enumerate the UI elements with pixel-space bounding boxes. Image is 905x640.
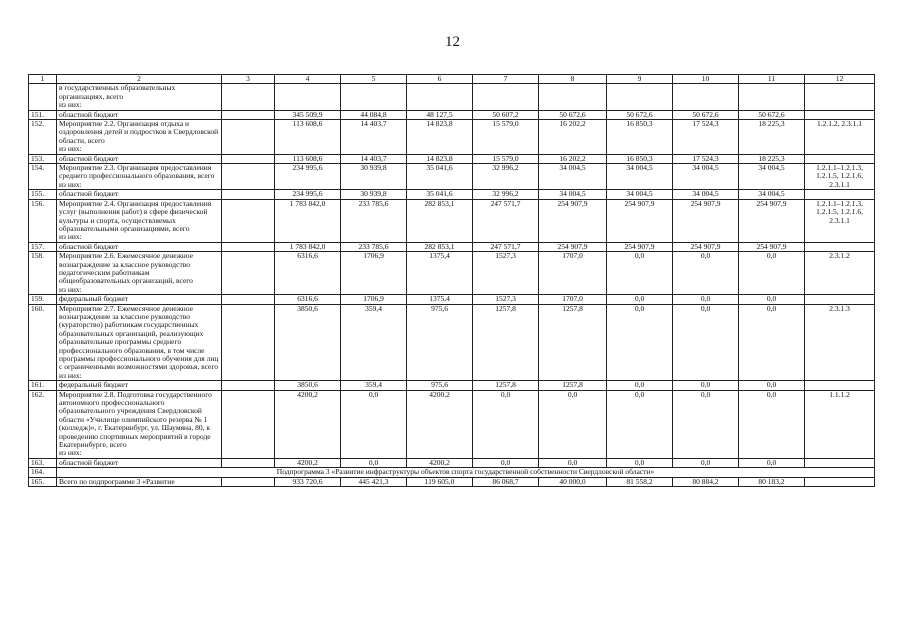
value-cell: 0,0 bbox=[739, 390, 805, 458]
value-cell: 0,0 bbox=[607, 381, 673, 390]
value-cell: 34 004,5 bbox=[539, 190, 607, 199]
value-cell: 50 672,6 bbox=[539, 110, 607, 119]
row-description: Всего по подпрограмме 3 «Развитие bbox=[57, 477, 222, 486]
value-cell: 50 672,6 bbox=[739, 110, 805, 119]
value-cell: 1706,9 bbox=[341, 252, 407, 295]
value-cell: 3850,6 bbox=[275, 304, 341, 381]
table-row bbox=[29, 164, 875, 190]
row-description: областной бюджет bbox=[57, 190, 222, 199]
row-description: областной бюджет bbox=[57, 242, 222, 251]
value-cell bbox=[473, 84, 539, 110]
value-cell: 18 225,3 bbox=[739, 120, 805, 155]
target-indicator-code bbox=[805, 154, 875, 163]
value-cell: 35 041,6 bbox=[407, 164, 473, 190]
row-description: федеральный бюджет bbox=[57, 295, 222, 304]
column-3-cell bbox=[222, 381, 275, 390]
row-number: 162. bbox=[29, 390, 57, 458]
section-title: Подпрограмма 3 «Развитие инфраструктуры объектов спорта государственной собственности Свердловской области» bbox=[57, 468, 875, 477]
value-cell: 1 783 842,0 bbox=[275, 242, 341, 251]
value-cell: 40 000,0 bbox=[539, 477, 607, 486]
value-cell: 4200,2 bbox=[275, 390, 341, 458]
value-cell: 0,0 bbox=[607, 252, 673, 295]
column-header: 1 bbox=[29, 75, 57, 84]
table-row bbox=[29, 242, 875, 251]
value-cell: 1257,8 bbox=[473, 381, 539, 390]
value-cell: 1 783 842,0 bbox=[275, 199, 341, 242]
value-cell: 1257,8 bbox=[539, 304, 607, 381]
value-cell: 32 996,2 bbox=[473, 190, 539, 199]
row-number: 165. bbox=[29, 477, 57, 486]
value-cell: 0,0 bbox=[607, 390, 673, 458]
value-cell: 0,0 bbox=[607, 304, 673, 381]
column-3-cell bbox=[222, 390, 275, 458]
value-cell: 15 579,0 bbox=[473, 120, 539, 155]
value-cell: 32 996,2 bbox=[473, 164, 539, 190]
column-header: 5 bbox=[341, 75, 407, 84]
column-header: 4 bbox=[275, 75, 341, 84]
value-cell bbox=[607, 84, 673, 110]
value-cell: 15 579,0 bbox=[473, 154, 539, 163]
value-cell: 254 907,9 bbox=[739, 242, 805, 251]
value-cell: 0,0 bbox=[673, 295, 739, 304]
value-cell: 345 509,9 bbox=[275, 110, 341, 119]
table-row bbox=[29, 84, 875, 110]
row-number: 158. bbox=[29, 252, 57, 295]
value-cell: 16 850,3 bbox=[607, 154, 673, 163]
value-cell: 14 403,7 bbox=[341, 154, 407, 163]
row-description: областной бюджет bbox=[57, 458, 222, 467]
column-3-cell bbox=[222, 84, 275, 110]
value-cell: 6316,6 bbox=[275, 252, 341, 295]
column-3-cell bbox=[222, 304, 275, 381]
program-table bbox=[28, 74, 875, 487]
table-row bbox=[29, 458, 875, 467]
row-number: 159. bbox=[29, 295, 57, 304]
value-cell: 0,0 bbox=[739, 381, 805, 390]
target-indicator-code: 2.3.1.2 bbox=[805, 252, 875, 295]
value-cell: 6316,6 bbox=[275, 295, 341, 304]
row-description: областной бюджет bbox=[57, 154, 222, 163]
table-header-row bbox=[29, 75, 875, 84]
table-row bbox=[29, 252, 875, 295]
value-cell: 975,6 bbox=[407, 381, 473, 390]
row-number: 153. bbox=[29, 154, 57, 163]
value-cell: 0,0 bbox=[607, 458, 673, 467]
column-header: 6 bbox=[407, 75, 473, 84]
value-cell: 1707,0 bbox=[539, 295, 607, 304]
row-number: 160. bbox=[29, 304, 57, 381]
value-cell: 0,0 bbox=[673, 458, 739, 467]
row-number: 161. bbox=[29, 381, 57, 390]
value-cell: 0,0 bbox=[673, 304, 739, 381]
column-header: 8 bbox=[539, 75, 607, 84]
value-cell: 17 524,3 bbox=[673, 120, 739, 155]
value-cell: 113 608,6 bbox=[275, 120, 341, 155]
target-indicator-code: 1.2.1.1–1.2.1.3, 1.2.1.5, 1.2.1.6, 2.3.1.1 bbox=[805, 164, 875, 190]
value-cell: 1375,4 bbox=[407, 295, 473, 304]
column-3-cell bbox=[222, 110, 275, 119]
table-body bbox=[29, 75, 875, 487]
column-3-cell bbox=[222, 154, 275, 163]
row-description: Мероприятие 2.3. Организация предоставления среднего профессионального образования, всего из них: bbox=[57, 164, 222, 190]
value-cell: 0,0 bbox=[739, 295, 805, 304]
value-cell: 933 720,6 bbox=[275, 477, 341, 486]
value-cell: 113 608,6 bbox=[275, 154, 341, 163]
row-number bbox=[29, 84, 57, 110]
value-cell: 14 823,8 bbox=[407, 154, 473, 163]
target-indicator-code: 1.2.1.2, 2.3.1.1 bbox=[805, 120, 875, 155]
page-number: 12 bbox=[445, 34, 460, 50]
value-cell: 14 403,7 bbox=[341, 120, 407, 155]
value-cell: 0,0 bbox=[673, 381, 739, 390]
column-header: 3 bbox=[222, 75, 275, 84]
value-cell: 34 004,5 bbox=[673, 164, 739, 190]
value-cell: 233 785,6 bbox=[341, 242, 407, 251]
target-indicator-code bbox=[805, 381, 875, 390]
value-cell: 359,4 bbox=[341, 304, 407, 381]
column-3-cell bbox=[222, 199, 275, 242]
value-cell: 34 004,5 bbox=[539, 164, 607, 190]
value-cell: 359,4 bbox=[341, 381, 407, 390]
value-cell: 254 907,9 bbox=[607, 242, 673, 251]
column-3-cell bbox=[222, 458, 275, 467]
value-cell: 254 907,9 bbox=[673, 199, 739, 242]
value-cell: 18 225,3 bbox=[739, 154, 805, 163]
value-cell: 44 084,8 bbox=[341, 110, 407, 119]
value-cell: 35 041,6 bbox=[407, 190, 473, 199]
table-row bbox=[29, 477, 875, 486]
value-cell: 30 939,8 bbox=[341, 164, 407, 190]
row-number: 157. bbox=[29, 242, 57, 251]
value-cell: 282 853,1 bbox=[407, 199, 473, 242]
value-cell: 14 823,8 bbox=[407, 120, 473, 155]
value-cell bbox=[341, 84, 407, 110]
row-description: федеральный бюджет bbox=[57, 381, 222, 390]
value-cell: 0,0 bbox=[341, 458, 407, 467]
value-cell: 0,0 bbox=[539, 458, 607, 467]
value-cell: 0,0 bbox=[673, 252, 739, 295]
value-cell: 1707,0 bbox=[539, 252, 607, 295]
value-cell: 48 127,5 bbox=[407, 110, 473, 119]
value-cell: 0,0 bbox=[473, 458, 539, 467]
column-header: 9 bbox=[607, 75, 673, 84]
value-cell bbox=[539, 84, 607, 110]
value-cell: 247 571,7 bbox=[473, 199, 539, 242]
row-description: Мероприятие 2.2. Организация отдыха и оздоровления детей и подростков в Свердловской области, всего из них: bbox=[57, 120, 222, 155]
value-cell bbox=[673, 84, 739, 110]
value-cell: 975,6 bbox=[407, 304, 473, 381]
target-indicator-code bbox=[805, 190, 875, 199]
value-cell: 34 004,5 bbox=[673, 190, 739, 199]
row-number: 154. bbox=[29, 164, 57, 190]
row-number: 152. bbox=[29, 120, 57, 155]
value-cell: 1706,9 bbox=[341, 295, 407, 304]
value-cell: 86 068,7 bbox=[473, 477, 539, 486]
value-cell: 16 202,2 bbox=[539, 120, 607, 155]
value-cell: 282 853,1 bbox=[407, 242, 473, 251]
value-cell: 50 672,6 bbox=[607, 110, 673, 119]
value-cell bbox=[275, 84, 341, 110]
target-indicator-code: 1.2.1.1–1.2.1.3, 1.2.1.5, 1.2.1.6, 2.3.1.1 bbox=[805, 199, 875, 242]
row-description: областной бюджет bbox=[57, 110, 222, 119]
row-description: Мероприятие 2.4. Организация предоставления услуг (выполнения работ) в сфере физической культуры и спорта, осуществляемых образовательными организациями, всего из них: bbox=[57, 199, 222, 242]
target-indicator-code bbox=[805, 84, 875, 110]
table-row bbox=[29, 390, 875, 458]
value-cell: 445 421,3 bbox=[341, 477, 407, 486]
row-number: 164. bbox=[29, 468, 57, 477]
column-3-cell bbox=[222, 252, 275, 295]
value-cell bbox=[407, 84, 473, 110]
value-cell: 234 995,6 bbox=[275, 164, 341, 190]
column-header: 10 bbox=[673, 75, 739, 84]
value-cell: 1527,3 bbox=[473, 252, 539, 295]
value-cell: 80 183,2 bbox=[739, 477, 805, 486]
value-cell: 80 884,2 bbox=[673, 477, 739, 486]
value-cell: 16 850,3 bbox=[607, 120, 673, 155]
value-cell: 1257,8 bbox=[539, 381, 607, 390]
row-description: Мероприятие 2.8. Подготовка государственного автономного профессионального образовательного учреждения Свердловской области «Училище олимпийского резерва № 1 (колледж)», г. Екатеринбург, ул. Шаумяна, 80, к проведению спортивных мероприятий в городе Екатеринбурге, всего из них: bbox=[57, 390, 222, 458]
value-cell: 4200,2 bbox=[407, 390, 473, 458]
column-header: 2 bbox=[57, 75, 222, 84]
value-cell: 17 524,3 bbox=[673, 154, 739, 163]
row-number: 163. bbox=[29, 458, 57, 467]
row-number: 151. bbox=[29, 110, 57, 119]
value-cell: 34 004,5 bbox=[739, 190, 805, 199]
target-indicator-code bbox=[805, 295, 875, 304]
value-cell: 247 571,7 bbox=[473, 242, 539, 251]
value-cell: 254 907,9 bbox=[539, 199, 607, 242]
target-indicator-code: 1.1.1.2 bbox=[805, 390, 875, 458]
table-row bbox=[29, 295, 875, 304]
table-row bbox=[29, 110, 875, 119]
value-cell: 4200,2 bbox=[407, 458, 473, 467]
value-cell: 34 004,5 bbox=[607, 164, 673, 190]
column-header: 11 bbox=[739, 75, 805, 84]
value-cell: 0,0 bbox=[739, 304, 805, 381]
column-header: 7 bbox=[473, 75, 539, 84]
value-cell: 50 672,6 bbox=[673, 110, 739, 119]
value-cell: 3850,6 bbox=[275, 381, 341, 390]
value-cell: 254 907,9 bbox=[539, 242, 607, 251]
table-row bbox=[29, 199, 875, 242]
value-cell: 81 558,2 bbox=[607, 477, 673, 486]
value-cell: 0,0 bbox=[473, 390, 539, 458]
target-indicator-code bbox=[805, 458, 875, 467]
value-cell: 30 939,8 bbox=[341, 190, 407, 199]
value-cell: 254 907,9 bbox=[673, 242, 739, 251]
value-cell bbox=[739, 84, 805, 110]
table-row bbox=[29, 468, 875, 477]
value-cell: 0,0 bbox=[673, 390, 739, 458]
value-cell: 1527,3 bbox=[473, 295, 539, 304]
table-row bbox=[29, 120, 875, 155]
table-row bbox=[29, 304, 875, 381]
value-cell: 233 785,6 bbox=[341, 199, 407, 242]
value-cell: 34 004,5 bbox=[607, 190, 673, 199]
value-cell: 119 605,0 bbox=[407, 477, 473, 486]
value-cell: 34 004,5 bbox=[739, 164, 805, 190]
row-number: 155. bbox=[29, 190, 57, 199]
column-header: 12 bbox=[805, 75, 875, 84]
column-3-cell bbox=[222, 242, 275, 251]
value-cell: 1375,4 bbox=[407, 252, 473, 295]
target-indicator-code: 2.3.1.3 bbox=[805, 304, 875, 381]
table-row bbox=[29, 381, 875, 390]
target-indicator-code bbox=[805, 477, 875, 486]
column-3-cell bbox=[222, 477, 275, 486]
table-row bbox=[29, 190, 875, 199]
table-row bbox=[29, 154, 875, 163]
value-cell: 254 907,9 bbox=[739, 199, 805, 242]
value-cell: 1257,8 bbox=[473, 304, 539, 381]
value-cell: 0,0 bbox=[607, 295, 673, 304]
value-cell: 16 202,2 bbox=[539, 154, 607, 163]
target-indicator-code bbox=[805, 242, 875, 251]
target-indicator-code bbox=[805, 110, 875, 119]
row-description: Мероприятие 2.6. Ежемесячное денежное вознаграждение за классное руководство педагогическим работникам общеобразовательных организаций, всего из них: bbox=[57, 252, 222, 295]
value-cell: 0,0 bbox=[739, 252, 805, 295]
value-cell: 4200,2 bbox=[275, 458, 341, 467]
row-description: Мероприятие 2.7. Ежемесячное денежное вознаграждение за классное руководство (кураторство) работникам государственных образовательных организаций, реализующих образовательные программы среднего профессионального образования, в том числе программы профессионального обучения для лиц с ограниченными возможностями здоровья, всего из них: bbox=[57, 304, 222, 381]
column-3-cell bbox=[222, 295, 275, 304]
row-number: 156. bbox=[29, 199, 57, 242]
value-cell: 0,0 bbox=[341, 390, 407, 458]
value-cell: 50 607,2 bbox=[473, 110, 539, 119]
value-cell: 0,0 bbox=[539, 390, 607, 458]
value-cell: 254 907,9 bbox=[607, 199, 673, 242]
value-cell: 234 995,6 bbox=[275, 190, 341, 199]
column-3-cell bbox=[222, 164, 275, 190]
value-cell: 0,0 bbox=[739, 458, 805, 467]
column-3-cell bbox=[222, 190, 275, 199]
column-3-cell bbox=[222, 120, 275, 155]
row-description: в государственных образовательных организациях, всего из них: bbox=[57, 84, 222, 110]
